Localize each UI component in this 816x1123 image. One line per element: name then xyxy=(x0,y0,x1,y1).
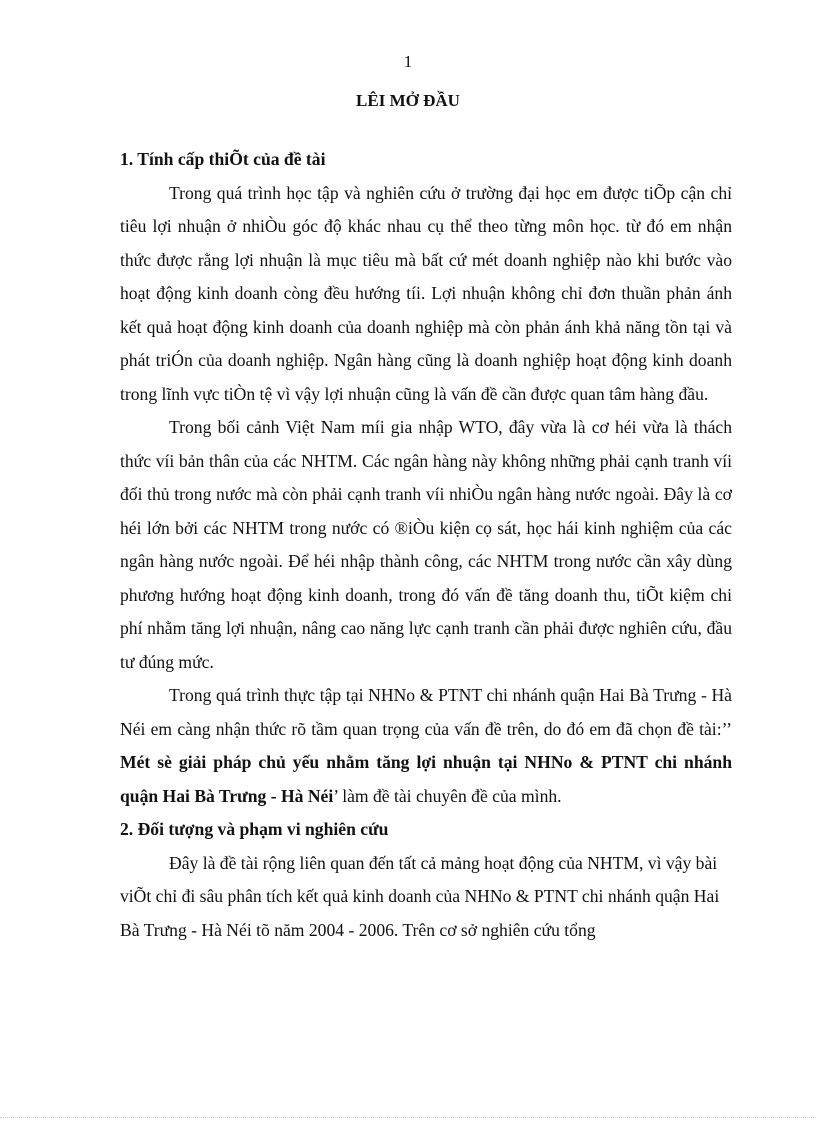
paragraph-1: Trong quá trình học tập và nghiên cứu ở trường đại học em được tiÕp cận chỉ tiêu lợi nhuận ở nhiÒu góc độ khác nhau cụ thể theo từng môn học. từ đó em nhận thức được rằng lợi nhuận là mục tiêu mà bất cứ mét doanh nghiệp nào khi bước vào hoạt động kinh doanh còng đều hướng tíi. Lợi nhuận không chỉ đơn thuần phản ánh kết quả hoạt động kinh doanh của doanh nghiệp mà còn phản ánh khả năng tồn tại và phát triÓn của doanh nghiệp. Ngân hàng cũng là doanh nghiệp hoạt động kinh doanh trong lĩnh vực tiÒn tệ vì vậy lợi nhuận cũng là vấn đề cần được quan tâm hàng đầu. xyxy=(120,182,732,404)
paragraph-3 xyxy=(120,679,732,813)
paragraph-4: Đây là đề tài rộng liên quan đến tất cả mảng hoạt động của NHTM, vì vậy bài viÕt chỉ đi sâu phân tích kết quả kinh doanh của NHNo & PTNT chi nhánh quận Hai Bà Trưng - Hà Néi tõ năm 2004 - 2006. Trên cơ sở nghiên cứu tổng xyxy=(120,852,720,940)
section-heading-1: 1. Tính cấp thiÕt của đề tài xyxy=(120,149,326,169)
page-number: 1 xyxy=(403,52,413,71)
paragraph-2: Trong bối cảnh Việt Nam míi gia nhập WTO, đây vừa là cơ héi vừa là thách thức víi bản thân của các NHTM. Các ngân hàng này không những phải cạnh tranh víi đối thủ trong nước mà còn phải cạnh tranh víi nhiÒu ngân hàng nước ngoài. Đây là cơ héi lớn bởi các NHTM trong nước có ®iÒu kiện cọ sát, học hái kinh nghiệm của các ngân hàng nước ngoài. Để héi nhập thành công, các NHTM trong nước cần xây dùng phương hướng hoạt động kinh doanh, trong đó vấn đề tăng doanh thu, tiÕt kiệm chi phí nhằm tăng lợi nhuận, nâng cao năng lực cạnh tranh cần phải được nghiên cứu, đầu tư đúng mức. xyxy=(120,417,732,672)
paragraph-3-lead: Trong quá trình thực tập tại NHNo & PTNT chi nhánh quận Hai Bà Trưng - Hà Néi em càng nhận thức rõ tầm quan trọng của vấn đề trên, do đó em đã chọn đề tài:’’ xyxy=(120,685,732,739)
section-heading-2: 2. Đối tượng và phạm vi nghiên cứu xyxy=(120,819,389,839)
page-title: LÊI MỞ ĐẦU xyxy=(356,91,460,110)
thesis-title: Mét sè giải pháp chủ yếu nhằm tăng lợi nhuận tại NHNo & PTNT chi nhánh quận Hai Bà Trưng - Hà Néi xyxy=(120,752,732,806)
page-bottom-divider xyxy=(0,1117,816,1118)
paragraph-3-tail: ’ làm đề tài chuyên đề của mình. xyxy=(333,785,562,806)
document-body xyxy=(120,143,732,947)
